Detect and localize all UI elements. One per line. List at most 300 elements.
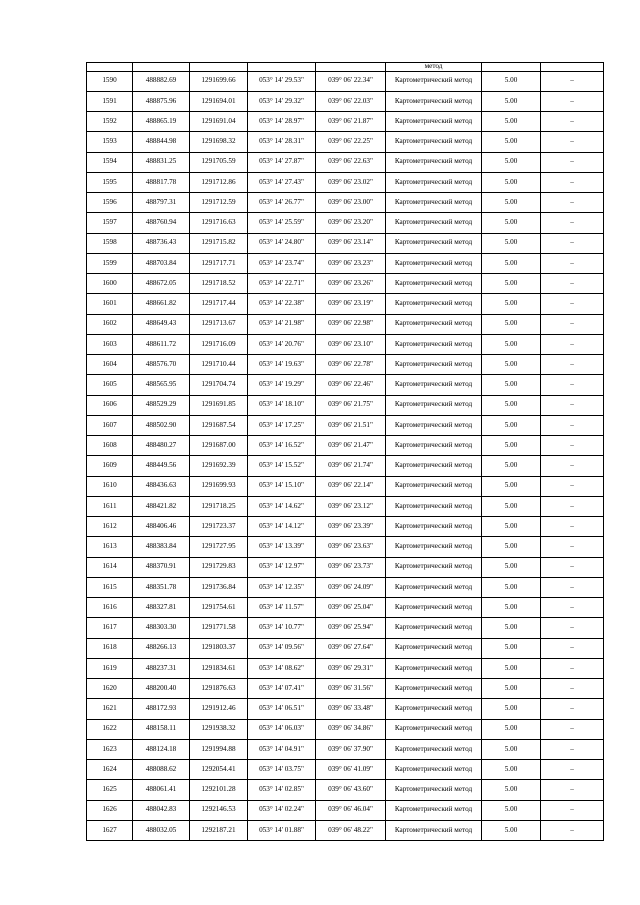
cell-lat: 053° 14' 04.91" [248, 739, 316, 759]
cell-lon: 039° 06' 23.00" [316, 193, 386, 213]
cell-note: – [541, 436, 604, 456]
cell-lat: 053° 14' 25.59" [248, 213, 316, 233]
cell-lat: 053° 14' 08.62" [248, 658, 316, 678]
cell-y: 1291727.95 [190, 537, 248, 557]
cell-number: 1610 [87, 476, 133, 496]
cell-note: – [541, 314, 604, 334]
cell-error: 5.00 [482, 71, 541, 91]
cell-method [386, 760, 482, 780]
cell-lon: 039° 06' 33.48" [316, 699, 386, 719]
cell-number: 1593 [87, 132, 133, 152]
table-row [87, 375, 604, 395]
cell-method [386, 537, 482, 557]
cell-number: 1607 [87, 415, 133, 435]
cell-note: – [541, 760, 604, 780]
cell-y: 1291712.86 [190, 172, 248, 192]
cell-error: 5.00 [482, 679, 541, 699]
cell-note: – [541, 375, 604, 395]
cell-error: 5.00 [482, 780, 541, 800]
cell-y: 1292101.28 [190, 780, 248, 800]
method-text: Картометрический метод [394, 764, 473, 773]
cell-lat: 053° 14' 10.77" [248, 618, 316, 638]
cell-error: 5.00 [482, 274, 541, 294]
cell-lon: 039° 06' 43.60" [316, 780, 386, 800]
table-row [87, 172, 604, 192]
cell-note: – [541, 172, 604, 192]
cell-error: 5.00 [482, 334, 541, 354]
cell-x: 488383.84 [133, 537, 190, 557]
cell-number: 1601 [87, 294, 133, 314]
cell-method [386, 91, 482, 111]
cell-note: – [541, 193, 604, 213]
cell-lon: 039° 06' 23.20" [316, 213, 386, 233]
cell-x: 488760.94 [133, 213, 190, 233]
cell-lon: 039° 06' 34.86" [316, 719, 386, 739]
cell-lon: 039° 06' 23.73" [316, 557, 386, 577]
method-text: Картометрический метод [394, 76, 473, 85]
table-row [87, 112, 604, 132]
cell-x: 488200.40 [133, 679, 190, 699]
cell-number: 1598 [87, 233, 133, 253]
cell-lon: 039° 06' 23.63" [316, 537, 386, 557]
cell-method [386, 658, 482, 678]
table-row [87, 355, 604, 375]
method-text: Картометрический метод [394, 461, 473, 470]
method-text: Картометрический метод [394, 643, 473, 652]
cell-x: 488576.70 [133, 355, 190, 375]
cell-number: 1614 [87, 557, 133, 577]
cell-method [386, 577, 482, 597]
cell-y: 1291717.44 [190, 294, 248, 314]
cell-x: 488158.11 [133, 719, 190, 739]
cell-x: 488088.62 [133, 760, 190, 780]
table-body [87, 63, 604, 841]
table-row [87, 193, 604, 213]
cell-lon: 039° 06' 23.26" [316, 274, 386, 294]
cell-note: – [541, 780, 604, 800]
cell-note: – [541, 577, 604, 597]
cell-lat: 053° 14' 13.39" [248, 537, 316, 557]
cell-lon: 039° 06' 46.04" [316, 800, 386, 820]
cell-method [386, 598, 482, 618]
cell-error: 5.00 [482, 213, 541, 233]
cell-lon: 039° 06' 23.23" [316, 253, 386, 273]
cell-number: 1625 [87, 780, 133, 800]
method-text: Картометрический метод [394, 542, 473, 551]
table-row [87, 294, 604, 314]
method-text: Картометрический метод [394, 258, 473, 267]
method-text: Картометрический метод [394, 785, 473, 794]
cell-x: 488351.78 [133, 577, 190, 597]
cell-method [386, 213, 482, 233]
cell-error: 5.00 [482, 820, 541, 840]
cell-note: – [541, 699, 604, 719]
cell-note: – [541, 294, 604, 314]
cell-error: 5.00 [482, 152, 541, 172]
cell-error: 5.00 [482, 517, 541, 537]
cell-method [386, 71, 482, 91]
cell-lat: 053° 14' 11.57" [248, 598, 316, 618]
method-text: Картометрический метод [394, 805, 473, 814]
table-row [87, 517, 604, 537]
cell-x: 488882.69 [133, 71, 190, 91]
cell-note: – [541, 537, 604, 557]
cell-number: 1591 [87, 91, 133, 111]
cell-error: 5.00 [482, 476, 541, 496]
method-text: Картометрический метод [394, 420, 473, 429]
cell-error: 5.00 [482, 91, 541, 111]
cell-x: 488875.96 [133, 91, 190, 111]
cell-x: 488844.98 [133, 132, 190, 152]
table-row [87, 415, 604, 435]
cell-y: 1291692.39 [190, 456, 248, 476]
cell-lat: 053° 14' 19.29" [248, 375, 316, 395]
cell-method [386, 476, 482, 496]
cell-y: 1291710.44 [190, 355, 248, 375]
cell-lon: 039° 06' 22.25" [316, 132, 386, 152]
cell-x: 488661.82 [133, 294, 190, 314]
cell-number: 1606 [87, 395, 133, 415]
cell-x: 488237.31 [133, 658, 190, 678]
method-text: Картометрический метод [394, 238, 473, 247]
cell-number: 1618 [87, 638, 133, 658]
cell-number: 1621 [87, 699, 133, 719]
cell-note: – [541, 820, 604, 840]
cell-y: 1291912.46 [190, 699, 248, 719]
table-row [87, 274, 604, 294]
method-text: Картометрический метод [394, 501, 473, 510]
cell-lon: 039° 06' 22.63" [316, 152, 386, 172]
table-row [87, 598, 604, 618]
cell-note: – [541, 91, 604, 111]
cell-lon: 039° 06' 29.31" [316, 658, 386, 678]
cell-note: – [541, 739, 604, 759]
cell-lon: 039° 06' 23.02" [316, 172, 386, 192]
cell-note: – [541, 112, 604, 132]
cell-x: 488611.72 [133, 334, 190, 354]
cell-error: 5.00 [482, 294, 541, 314]
cell-y [190, 63, 248, 72]
cell-number: 1613 [87, 537, 133, 557]
cell-y: 1292187.21 [190, 820, 248, 840]
cell-lat: 053° 14' 01.88" [248, 820, 316, 840]
cell-number: 1627 [87, 820, 133, 840]
cell-y: 1291694.01 [190, 91, 248, 111]
cell-number: 1592 [87, 112, 133, 132]
cell-lat: 053° 14' 16.52" [248, 436, 316, 456]
cell-error: 5.00 [482, 233, 541, 253]
cell-method [386, 314, 482, 334]
cell-number: 1594 [87, 152, 133, 172]
table-row [87, 91, 604, 111]
cell-y: 1291803.37 [190, 638, 248, 658]
cell-method [386, 112, 482, 132]
cell-lat: 053° 14' 03.75" [248, 760, 316, 780]
method-text: Картометрический метод [394, 724, 473, 733]
cell-x: 488703.84 [133, 253, 190, 273]
cell-x: 488406.46 [133, 517, 190, 537]
cell-number: 1623 [87, 739, 133, 759]
cell-method [386, 820, 482, 840]
cell-y: 1291729.83 [190, 557, 248, 577]
cell-lon: 039° 06' 27.64" [316, 638, 386, 658]
cell-y: 1291713.67 [190, 314, 248, 334]
method-text: Картометрический метод [394, 137, 473, 146]
cell-note: – [541, 253, 604, 273]
cell-note: – [541, 213, 604, 233]
cell-x: 488529.29 [133, 395, 190, 415]
cell-error: 5.00 [482, 253, 541, 273]
method-text: Картометрический метод [394, 623, 473, 632]
table-row [87, 213, 604, 233]
cell-y: 1291691.04 [190, 112, 248, 132]
cell-lon: 039° 06' 21.51" [316, 415, 386, 435]
cell-method [386, 739, 482, 759]
cell-y: 1291699.93 [190, 476, 248, 496]
cell-x: 488449.56 [133, 456, 190, 476]
table-row [87, 577, 604, 597]
cell-lon: 039° 06' 23.10" [316, 334, 386, 354]
continued-row [87, 63, 604, 72]
table-row [87, 314, 604, 334]
table-row [87, 699, 604, 719]
method-text: Картометрический метод [394, 177, 473, 186]
cell-y: 1291705.59 [190, 152, 248, 172]
table-row [87, 557, 604, 577]
method-text: Картометрический метод [394, 319, 473, 328]
cell-x: 488172.93 [133, 699, 190, 719]
cell-lon: 039° 06' 21.87" [316, 112, 386, 132]
cell-lat: 053° 14' 19.63" [248, 355, 316, 375]
cell-lon: 039° 06' 22.78" [316, 355, 386, 375]
cell-lat: 053° 14' 26.77" [248, 193, 316, 213]
table-row [87, 496, 604, 516]
cell-lat: 053° 14' 15.52" [248, 456, 316, 476]
cell-note: – [541, 679, 604, 699]
cell-lon: 039° 06' 25.04" [316, 598, 386, 618]
table-row [87, 132, 604, 152]
cell-x: 488502.90 [133, 415, 190, 435]
cell-note: – [541, 456, 604, 476]
method-text: Картометрический метод [394, 744, 473, 753]
cell-method [386, 699, 482, 719]
cell-error: 5.00 [482, 537, 541, 557]
method-text: Картометрический метод [394, 339, 473, 348]
cell-error: 5.00 [482, 699, 541, 719]
cell-x: 488565.95 [133, 375, 190, 395]
cell-lon: 039° 06' 22.34" [316, 71, 386, 91]
cell-lon: 039° 06' 21.74" [316, 456, 386, 476]
cell-note [541, 63, 604, 72]
cell-note: – [541, 415, 604, 435]
cell-lon: 039° 06' 24.09" [316, 577, 386, 597]
cell-lon: 039° 06' 23.14" [316, 233, 386, 253]
cell-x: 488436.63 [133, 476, 190, 496]
cell-lat: 053° 14' 21.98" [248, 314, 316, 334]
cell-lat: 053° 14' 07.41" [248, 679, 316, 699]
cell-note: – [541, 557, 604, 577]
cell-lon: 039° 06' 41.09" [316, 760, 386, 780]
cell-error: 5.00 [482, 598, 541, 618]
cell-note: – [541, 233, 604, 253]
cell-note: – [541, 496, 604, 516]
method-text: Картометрический метод [394, 683, 473, 692]
cell-error: 5.00 [482, 739, 541, 759]
cell-error: 5.00 [482, 658, 541, 678]
cell-lat: 053° 14' 17.25" [248, 415, 316, 435]
cell-error: 5.00 [482, 496, 541, 516]
cell-method-continued: метод [386, 63, 482, 72]
table-row [87, 719, 604, 739]
cell-y: 1291994.88 [190, 739, 248, 759]
cell-note: – [541, 334, 604, 354]
table-row [87, 537, 604, 557]
cell-lon: 039° 06' 22.03" [316, 91, 386, 111]
cell-x: 488865.19 [133, 112, 190, 132]
cell-error: 5.00 [482, 355, 541, 375]
cell-number: 1599 [87, 253, 133, 273]
cell-note: – [541, 476, 604, 496]
cell-method [386, 152, 482, 172]
cell-number [87, 63, 133, 72]
method-text: Картометрический метод [394, 582, 473, 591]
cell-y: 1291715.82 [190, 233, 248, 253]
cell-x: 488672.05 [133, 274, 190, 294]
cell-lat: 053° 14' 02.24" [248, 800, 316, 820]
cell-lat: 053° 14' 20.76" [248, 334, 316, 354]
table-row [87, 739, 604, 759]
cell-lon: 039° 06' 22.98" [316, 314, 386, 334]
cell-y: 1291754.61 [190, 598, 248, 618]
cell-y: 1291938.32 [190, 719, 248, 739]
cell-x: 488327.81 [133, 598, 190, 618]
method-text: Картометрический метод [394, 704, 473, 713]
cell-method [386, 780, 482, 800]
cell-lon: 039° 06' 31.56" [316, 679, 386, 699]
table-row [87, 395, 604, 415]
method-text: Картометрический метод [394, 663, 473, 672]
cell-x: 488266.13 [133, 638, 190, 658]
cell-error: 5.00 [482, 193, 541, 213]
cell-method [386, 436, 482, 456]
table-row [87, 71, 604, 91]
cell-method [386, 253, 482, 273]
cell-x: 488042.83 [133, 800, 190, 820]
cell-x: 488649.43 [133, 314, 190, 334]
cell-y: 1291717.71 [190, 253, 248, 273]
cell-note: – [541, 719, 604, 739]
cell-x: 488736.43 [133, 233, 190, 253]
cell-error: 5.00 [482, 800, 541, 820]
cell-note: – [541, 800, 604, 820]
cell-lat: 053° 14' 09.56" [248, 638, 316, 658]
table-row [87, 638, 604, 658]
cell-x: 488797.31 [133, 193, 190, 213]
cell-lat: 053° 14' 28.31" [248, 132, 316, 152]
cell-method [386, 679, 482, 699]
cell-y: 1291704.74 [190, 375, 248, 395]
method-text: Картометрический метод [394, 562, 473, 571]
cell-y: 1291698.32 [190, 132, 248, 152]
cell-y: 1292146.53 [190, 800, 248, 820]
cell-error: 5.00 [482, 760, 541, 780]
method-text: Картометрический метод [394, 825, 473, 834]
cell-number: 1615 [87, 577, 133, 597]
method-text: Картометрический метод [394, 400, 473, 409]
cell-lon [316, 63, 386, 72]
coordinates-table [86, 62, 604, 841]
cell-x: 488480.27 [133, 436, 190, 456]
cell-method [386, 274, 482, 294]
cell-note: – [541, 152, 604, 172]
cell-lat: 053° 14' 28.97" [248, 112, 316, 132]
cell-lat: 053° 14' 23.74" [248, 253, 316, 273]
cell-number: 1608 [87, 436, 133, 456]
cell-number: 1612 [87, 517, 133, 537]
cell-lat: 053° 14' 15.10" [248, 476, 316, 496]
cell-lon: 039° 06' 48.22" [316, 820, 386, 840]
cell-number: 1609 [87, 456, 133, 476]
cell-note: – [541, 618, 604, 638]
cell-note: – [541, 355, 604, 375]
cell-y: 1291834.61 [190, 658, 248, 678]
method-text: Картометрический метод [394, 116, 473, 125]
cell-lat: 053° 14' 14.62" [248, 496, 316, 516]
table-row [87, 618, 604, 638]
table-row [87, 456, 604, 476]
table-row [87, 436, 604, 456]
cell-y: 1291723.37 [190, 517, 248, 537]
method-text: Картометрический метод [394, 197, 473, 206]
method-text: Картометрический метод [394, 481, 473, 490]
cell-y: 1291691.85 [190, 395, 248, 415]
cell-error: 5.00 [482, 395, 541, 415]
method-text: Картометрический метод [394, 96, 473, 105]
cell-method [386, 172, 482, 192]
cell-x: 488817.78 [133, 172, 190, 192]
cell-x: 488370.91 [133, 557, 190, 577]
cell-number: 1600 [87, 274, 133, 294]
cell-lon: 039° 06' 22.14" [316, 476, 386, 496]
cell-number: 1605 [87, 375, 133, 395]
cell-lat: 053° 14' 12.97" [248, 557, 316, 577]
cell-lon: 039° 06' 23.39" [316, 517, 386, 537]
method-text: Картометрический метод [394, 359, 473, 368]
table-row [87, 253, 604, 273]
cell-error: 5.00 [482, 132, 541, 152]
cell-lat: 053° 14' 29.53" [248, 71, 316, 91]
cell-method [386, 395, 482, 415]
cell-method [386, 375, 482, 395]
cell-method [386, 233, 482, 253]
cell-y: 1291699.66 [190, 71, 248, 91]
cell-lat: 053° 14' 06.51" [248, 699, 316, 719]
cell-number: 1604 [87, 355, 133, 375]
cell-number: 1595 [87, 172, 133, 192]
method-text: Картометрический метод [394, 602, 473, 611]
cell-number: 1602 [87, 314, 133, 334]
cell-x [133, 63, 190, 72]
cell-note: – [541, 638, 604, 658]
cell-x: 488032.05 [133, 820, 190, 840]
cell-lat: 053° 14' 24.80" [248, 233, 316, 253]
cell-error: 5.00 [482, 618, 541, 638]
cell-error: 5.00 [482, 415, 541, 435]
cell-error: 5.00 [482, 638, 541, 658]
cell-error: 5.00 [482, 577, 541, 597]
cell-note: – [541, 395, 604, 415]
cell-error: 5.00 [482, 719, 541, 739]
